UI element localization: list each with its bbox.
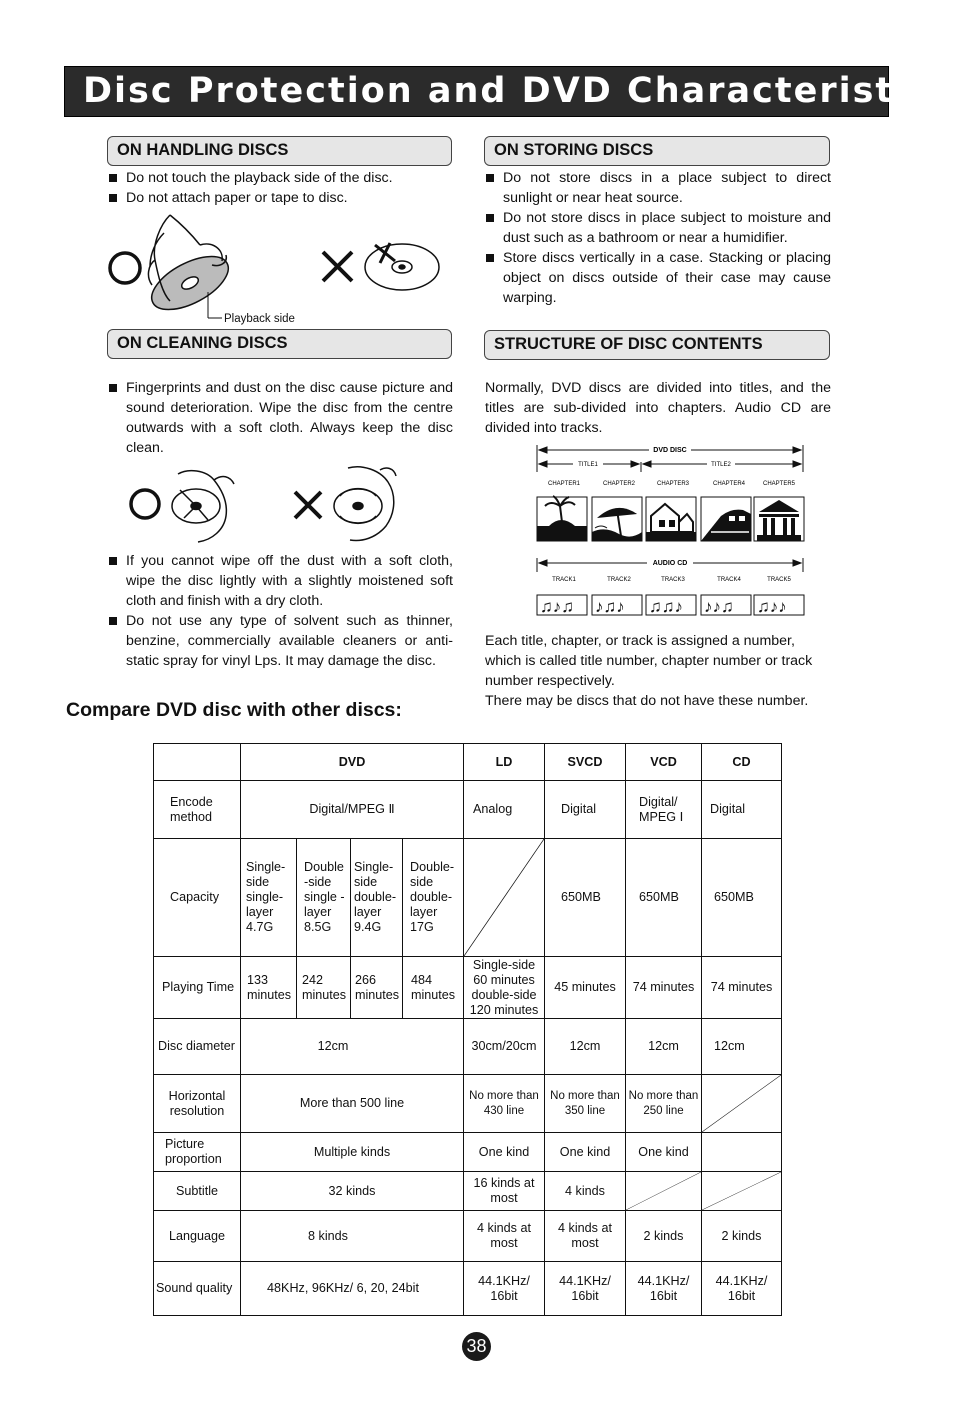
wrong-cross-icon <box>295 492 321 518</box>
table-cell: 44.1KHz/ 16bit <box>464 1262 545 1316</box>
table-cell: 32 kinds <box>241 1172 464 1211</box>
table-cell: More than 500 line <box>241 1075 464 1133</box>
page-title: Disc Protection and DVD Characteristics <box>83 71 954 111</box>
track-label: TRACK1 <box>552 577 576 583</box>
table-cell: Digital/ MPEG Ⅰ <box>626 781 702 839</box>
header-dvd: DVD <box>241 744 464 781</box>
table-row <box>154 1262 782 1316</box>
table-cell: Single-side double-layer 9.4G <box>351 839 403 957</box>
table-cell: Digital <box>545 781 626 839</box>
dvd-disc-label: DVD DISC <box>653 447 687 454</box>
hand-holding-disc-icon <box>144 215 237 320</box>
storing-heading: ON STORING DISCS <box>484 136 830 166</box>
row-label: Horizontal resolution <box>154 1075 241 1133</box>
wipe-circular-disc-icon <box>334 467 396 541</box>
table-cell: 12cm <box>241 1019 464 1075</box>
structure-note-1: Each title, chapter, or track is assigned a number, which is called title number, chapter number or track number respectively. <box>485 633 813 689</box>
track-label: TRACK3 <box>661 577 685 583</box>
table-cell: 74 minutes <box>702 957 782 1019</box>
table-cell: 650MB <box>702 839 782 957</box>
chapter-label: CHAPTER5 <box>762 481 796 487</box>
correct-circle-icon <box>131 490 159 518</box>
table-cell: No more than 350 line <box>545 1075 626 1133</box>
page-title-bar <box>64 66 954 117</box>
list-item: Do not store discs in place subject to moisture and dust such as a bathroom or near a humidifier. <box>485 208 831 248</box>
list-item: Do not use any type of solvent such as thinner, benzine, commercially available cleaners or anti-static spray for vinyl Lps. It may damage the disc. <box>108 611 453 671</box>
table-row <box>154 781 782 839</box>
row-label: Language <box>154 1211 241 1262</box>
table-cell: 133 minutes <box>241 957 297 1019</box>
table-cell: Double-side double-layer 17G <box>403 839 464 957</box>
music-notes-icon: ♫♪♫ <box>540 597 574 616</box>
title-label: TITLE2 <box>711 462 731 468</box>
row-label: Capacity <box>154 839 241 957</box>
table-row <box>154 839 782 957</box>
music-notes-icon: ♪♫♪ <box>595 597 625 616</box>
table-row <box>154 1075 782 1133</box>
empty-cell <box>626 1172 702 1211</box>
table-cell: 8 kinds <box>241 1211 464 1262</box>
page-number: 38 <box>462 1332 491 1361</box>
table-cell: Double -side single -layer 8.5G <box>297 839 351 957</box>
disc-structure-diagram <box>535 442 807 620</box>
table-cell: 44.1KHz/ 16bit <box>702 1262 782 1316</box>
table-cell: 44.1KHz/ 16bit <box>626 1262 702 1316</box>
table-cell: One kind <box>626 1133 702 1172</box>
table-cell: 2 kinds <box>702 1211 782 1262</box>
row-label: Disc diameter <box>154 1019 241 1075</box>
table-cell: One kind <box>545 1133 626 1172</box>
chapter-label: CHAPTER4 <box>712 481 746 487</box>
chapter-label: CHAPTER2 <box>602 481 636 487</box>
music-notes-icon: ♫♪♪ <box>757 597 787 616</box>
list-item: Store discs vertically in a case. Stacking or placing object on discs outside of their case may cause warping. <box>485 248 831 308</box>
table-cell: 4 kinds at most <box>464 1211 545 1262</box>
table-row <box>154 957 782 1019</box>
chapter-label: CHAPTER1 <box>547 481 581 487</box>
empty-cell <box>702 1075 782 1133</box>
row-label: Picture proportion <box>154 1133 241 1172</box>
table-row <box>154 1172 782 1211</box>
table-cell: No more than 250 line <box>626 1075 702 1133</box>
music-notes-icon: ♪♪♫ <box>704 597 734 616</box>
table-cell: 2 kinds <box>626 1211 702 1262</box>
disc-with-tape-icon <box>365 243 439 290</box>
table-cell: 650MB <box>545 839 626 957</box>
table-cell: 30cm/20cm <box>464 1019 545 1075</box>
table-cell: Single-side single-layer 4.7G <box>241 839 297 957</box>
cleaning-list-bottom <box>108 551 453 671</box>
table-cell: 48KHz, 96KHz/ 6, 20, 24bit <box>241 1262 464 1316</box>
music-notes-icon: ♫♫♪ <box>649 597 683 616</box>
title-label: TITLE1 <box>578 462 598 468</box>
list-item: If you cannot wipe off the dust with a soft cloth, wipe the disc lightly with a slightly moistened soft cloth and finish with a dry cloth. <box>108 551 453 611</box>
table-cell: 74 minutes <box>626 957 702 1019</box>
storing-list <box>485 168 831 308</box>
audio-cd-label: AUDIO CD <box>652 560 688 567</box>
list-item: Fingerprints and dust on the disc cause picture and sound deterioration. Wipe the disc from the centre outwards with a soft cloth. Always keep the disc clean. <box>108 378 453 458</box>
header-cd: CD <box>702 744 782 781</box>
corner-cell <box>154 744 241 781</box>
table-cell: 650MB <box>626 839 702 957</box>
table-cell: 4 kinds at most <box>545 1211 626 1262</box>
list-item: Do not touch the playback side of the disc. <box>108 168 453 188</box>
header-vcd: VCD <box>626 744 702 781</box>
header-svcd: SVCD <box>545 744 626 781</box>
correct-circle-icon <box>110 253 140 283</box>
track-label: TRACK2 <box>607 577 631 583</box>
cleaning-list-top <box>108 378 453 458</box>
empty-cell <box>702 1172 782 1211</box>
empty-cell <box>464 839 545 957</box>
chapter-label: CHAPTER3 <box>656 481 690 487</box>
table-cell: 242 minutes <box>297 957 351 1019</box>
row-label: Encode method <box>154 781 241 839</box>
wrong-cross-icon <box>323 252 352 281</box>
table-cell: 12cm <box>626 1019 702 1075</box>
table-cell: 12cm <box>545 1019 626 1075</box>
compare-heading: Compare DVD disc with other discs: <box>66 699 402 721</box>
row-label: Subtitle <box>154 1172 241 1211</box>
empty-cell <box>702 1133 782 1172</box>
table-cell: Analog <box>464 781 545 839</box>
table-cell: Single-side 60 minutes double-side 120 minutes <box>464 957 545 1019</box>
playback-side-label: Playback side <box>224 313 295 325</box>
table-cell: 4 kinds <box>545 1172 626 1211</box>
row-label: Playing Time <box>154 957 241 1019</box>
row-label: Sound quality <box>154 1262 241 1316</box>
table-cell: Digital/MPEG Ⅱ <box>241 781 464 839</box>
table-cell: No more than 430 line <box>464 1075 545 1133</box>
track-label: TRACK4 <box>717 577 741 583</box>
table-cell: 45 minutes <box>545 957 626 1019</box>
structure-intro: Normally, DVD discs are divided into titles, and the titles are sub-divided into chapters. Audio CD are divided into tracks. <box>485 380 831 436</box>
track-label: TRACK5 <box>767 577 791 583</box>
handling-illustration <box>100 205 460 325</box>
table-cell: 266 minutes <box>351 957 403 1019</box>
structure-note-2: There may be discs that do not have these number. <box>485 693 809 709</box>
table-row <box>154 1133 782 1172</box>
cleaning-heading: ON CLEANING DISCS <box>107 329 452 359</box>
table-cell: Multiple kinds <box>241 1133 464 1172</box>
list-item: Do not attach paper or tape to disc. <box>108 188 453 208</box>
structure-heading: STRUCTURE OF DISC CONTENTS <box>484 330 830 360</box>
cleaning-illustration <box>118 460 418 545</box>
table-cell: One kind <box>464 1133 545 1172</box>
table-cell: 12cm <box>702 1019 782 1075</box>
list-item: Do not store discs in a place subject to direct sunlight or near heat source. <box>485 168 831 208</box>
header-ld: LD <box>464 744 545 781</box>
comparison-table <box>153 743 782 1316</box>
handling-heading: ON HANDLING DISCS <box>107 136 452 166</box>
table-row <box>154 1019 782 1075</box>
table-row <box>154 1211 782 1262</box>
wipe-outward-disc-icon <box>172 471 234 542</box>
table-cell: Digital <box>702 781 782 839</box>
table-cell: 44.1KHz/ 16bit <box>545 1262 626 1316</box>
table-row <box>154 744 782 781</box>
table-cell: 484 minutes <box>403 957 464 1019</box>
handling-list <box>108 168 453 208</box>
table-cell: 16 kinds at most <box>464 1172 545 1211</box>
